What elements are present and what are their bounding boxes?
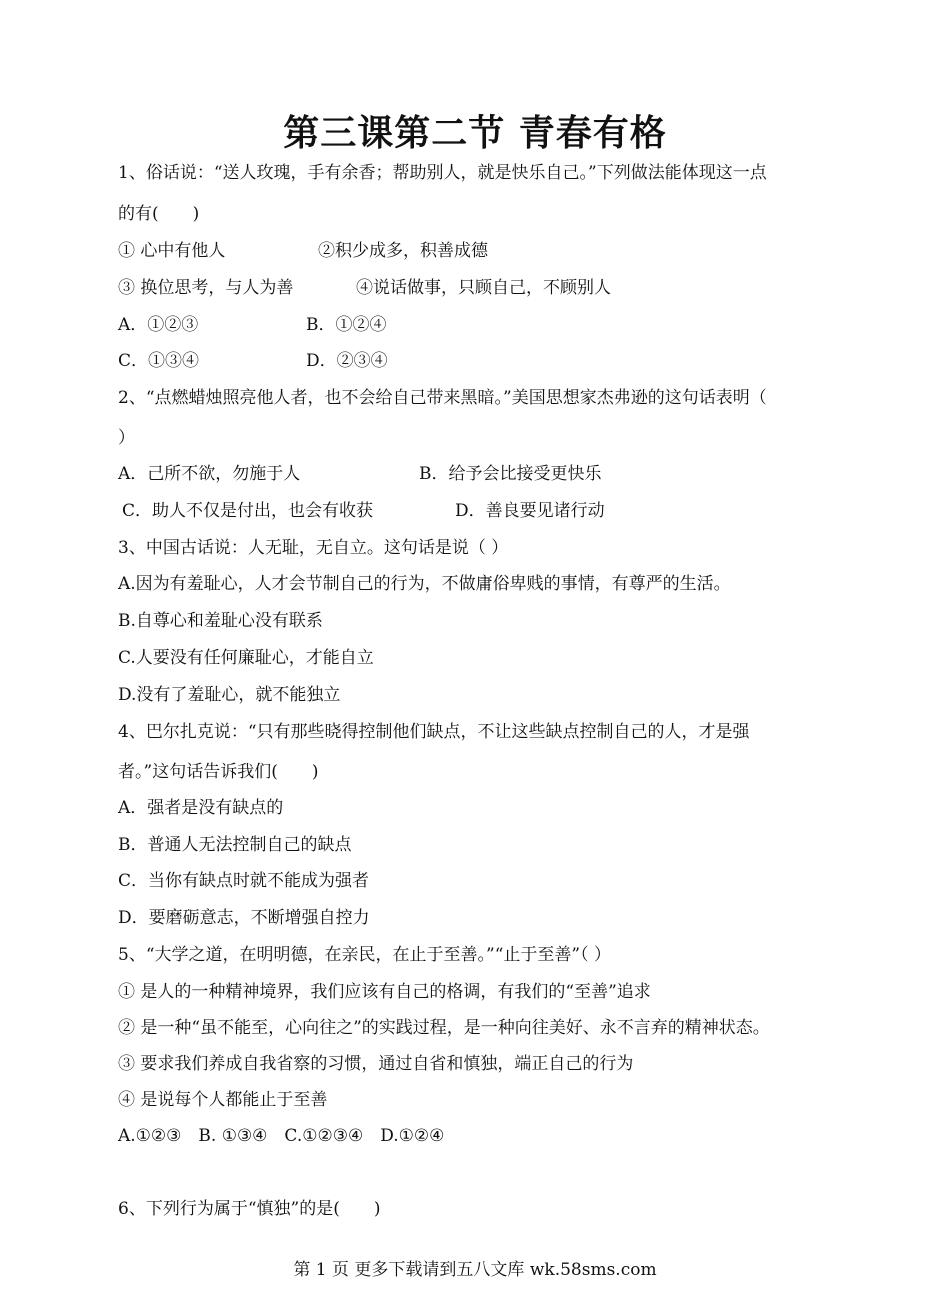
question-4-stem-continued: 者。”这句话告诉我们( )	[118, 762, 319, 782]
question-4-stem: 4、巴尔扎克说：“只有那些晓得控制他们缺点，不让这些缺点控制自己的人，才是强	[118, 722, 750, 742]
question-2-stem: 2、“点燃蜡烛照亮他人者，也不会给自己带来黑暗。”美国思想家杰弗逊的这句话表明（	[118, 388, 767, 408]
statement-4: ④ 是说每个人都能止于至善	[118, 1090, 328, 1110]
statement-3: ③ 要求我们养成自我省察的习惯，通过自省和慎独，端正自己的行为	[118, 1054, 634, 1074]
question-2-options-row-1	[118, 462, 838, 486]
option-d: D.没有了羞耻心，就不能独立	[118, 685, 341, 705]
option-a: A.因为有羞耻心，人才会节制自己的行为，不做庸俗卑贱的事情，有尊严的生活。	[118, 574, 731, 594]
option-b: B．普通人无法控制自己的缺点	[118, 835, 352, 855]
question-1-stem-continued: 的有( )	[118, 204, 200, 224]
option-a: A．强者是没有缺点的	[118, 798, 284, 818]
question-1-statements-row-2	[118, 276, 838, 300]
page-footer: 第 1 页 更多下载请到五八文库 wk.58sms.com	[293, 1260, 657, 1280]
question-2-options-row-2	[118, 499, 838, 523]
question-1-options-row-1	[118, 313, 838, 337]
statement-2: ②积少成多，积善成德	[318, 241, 488, 261]
question-5-stem: 5、“大学之道，在明明德，在亲民，在止于至善。”“止于至善”（ ）	[118, 945, 611, 965]
option-c: C．助人不仅是付出，也会有收获	[122, 501, 374, 521]
question-1-statements-row-1	[118, 239, 838, 263]
option-a: A．己所不欲，勿施于人	[118, 464, 301, 484]
question-3-stem: 3、中国古话说：人无耻，无自立。这句话是说（ ）	[118, 538, 509, 558]
question-2-stem-continued: ）	[118, 428, 135, 448]
statement-2: ② 是一种“虽不能至，心向往之”的实践过程，是一种向往美好、永不言弃的精神状态。	[118, 1018, 770, 1038]
statement-1: ① 心中有他人	[118, 241, 226, 261]
option-a: A．①②③	[118, 315, 199, 335]
statement-4: ④说话做事，只顾自己，不顾别人	[356, 278, 611, 298]
option-d: D．要磨砺意志，不断增强自控力	[118, 908, 370, 928]
statement-1: ① 是人的一种精神境界，我们应该有自己的格调，有我们的“至善”追求	[118, 982, 651, 1002]
option-b: B.自尊心和羞耻心没有联系	[118, 611, 323, 631]
option-d: D．②③④	[306, 351, 388, 371]
question-1-stem: 1、俗话说：“送人玫瑰，手有余香；帮助别人，就是快乐自己。”下列做法能体现这一点	[118, 163, 767, 183]
page-title: 第三课第二节 青春有格	[283, 112, 667, 154]
question-1-options-row-2	[118, 349, 838, 373]
option-c: C.人要没有任何廉耻心，才能自立	[118, 648, 374, 668]
option-d: D．善良要见诸行动	[455, 501, 605, 521]
question-6-stem: 6、下列行为属于“慎独”的是( )	[118, 1199, 381, 1219]
option-c: C．①③④	[118, 351, 200, 371]
option-b: B．①②④	[306, 315, 387, 335]
option-b: B．给予会比接受更快乐	[419, 464, 602, 484]
option-c: C．当你有缺点时就不能成为强者	[118, 871, 370, 891]
statement-3: ③ 换位思考，与人为善	[118, 278, 294, 298]
question-5-options: A.①②③ B. ①③④ C.①②③④ D.①②④	[118, 1126, 445, 1146]
